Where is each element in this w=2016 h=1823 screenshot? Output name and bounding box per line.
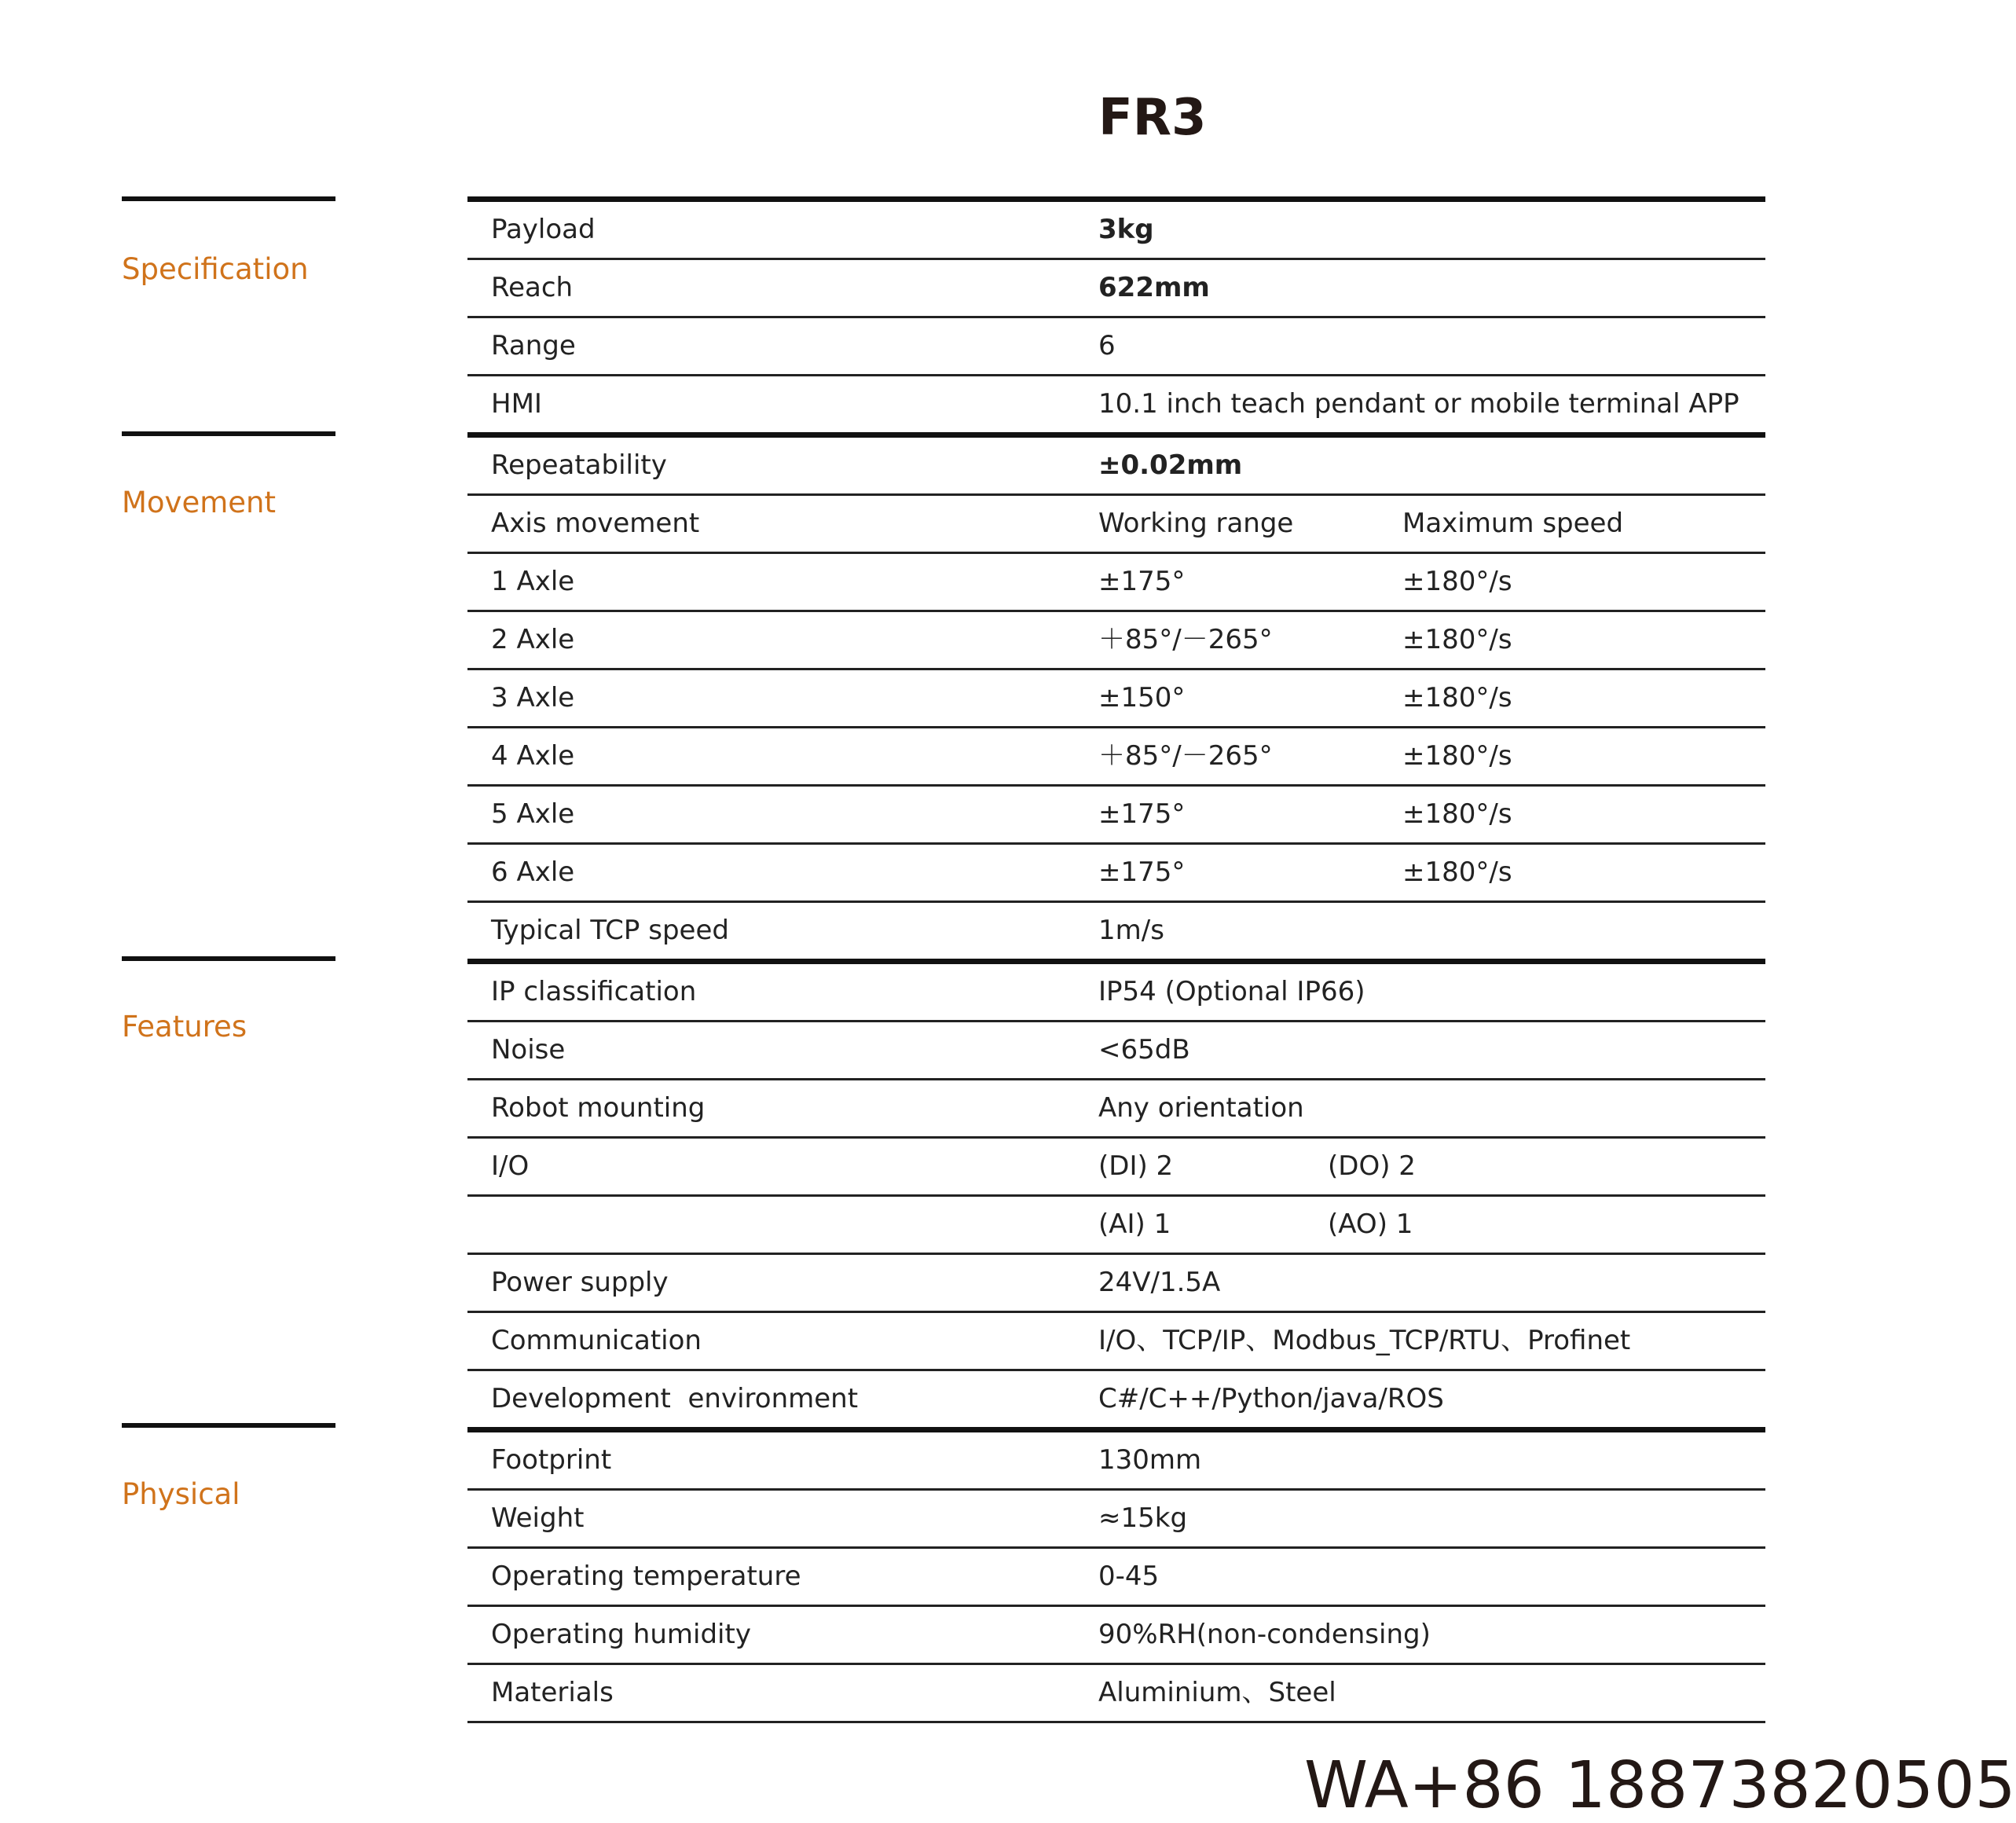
table-row-operating-temperature — [467, 1549, 1765, 1607]
section-label-features: Features — [122, 1010, 247, 1044]
row-value: <65dB — [1098, 1034, 1190, 1066]
row-label: Payload — [491, 214, 596, 245]
spec-table — [467, 196, 1765, 1723]
table-row-io — [467, 1139, 1765, 1197]
row-label: 2 Axle — [491, 624, 575, 655]
row-label: HMI — [491, 388, 542, 420]
table-row-footprint — [467, 1432, 1765, 1491]
row-label: Footprint — [491, 1444, 612, 1476]
row-value: 10.1 inch teach pendant or mobile terminal APP — [1098, 388, 1739, 420]
row-label: Weight — [491, 1502, 585, 1534]
io-digital-output: (DO) 2 — [1328, 1150, 1416, 1182]
row-label: 6 Axle — [491, 856, 575, 888]
row-value: IP54 (Optional IP66) — [1098, 976, 1365, 1007]
table-row-tcp-speed — [467, 903, 1765, 959]
maximum-speed-value: ±180°/s — [1402, 798, 1512, 830]
section-rule-movement — [122, 431, 335, 436]
row-value: 130mm — [1098, 1444, 1202, 1476]
row-label: Range — [491, 330, 576, 361]
table-section-divider — [467, 432, 1765, 438]
row-label: 5 Axle — [491, 798, 575, 830]
maximum-speed-value: ±180°/s — [1402, 566, 1512, 597]
section-rule-physical — [122, 1423, 335, 1428]
section-rule-features — [122, 956, 335, 961]
row-value: 1m/s — [1098, 915, 1164, 946]
table-row-weight — [467, 1491, 1765, 1549]
maximum-speed-value: ±180°/s — [1402, 624, 1512, 655]
row-label: 1 Axle — [491, 566, 575, 597]
row-label: Operating temperature — [491, 1561, 801, 1592]
table-row-range — [467, 318, 1765, 376]
working-range-value: ±175° — [1098, 566, 1186, 597]
row-label: Reach — [491, 272, 574, 303]
table-row-io-analog — [467, 1197, 1765, 1255]
maximum-speed-value: ±180°/s — [1402, 856, 1512, 888]
table-row-axle-3 — [467, 670, 1765, 728]
table-row-axis-header — [467, 496, 1765, 554]
table-row-robot-mounting — [467, 1080, 1765, 1139]
row-value: 622mm — [1098, 272, 1210, 303]
working-range-value: ±150° — [1098, 682, 1186, 713]
row-label: Typical TCP speed — [491, 915, 729, 946]
row-value: Any orientation — [1098, 1092, 1304, 1124]
table-row-axle-2 — [467, 612, 1765, 670]
section-rule-specification — [122, 196, 335, 201]
working-range-value: ±175° — [1098, 856, 1186, 888]
column-header-working-range: Working range — [1098, 508, 1294, 539]
row-value: I/O、TCP/IP、Modbus_TCP/RTU、Profinet — [1098, 1325, 1631, 1356]
table-row-operating-humidity — [467, 1607, 1765, 1665]
row-label: IP classification — [491, 976, 697, 1007]
row-label: Noise — [491, 1034, 566, 1066]
row-label: 3 Axle — [491, 682, 575, 713]
row-value: 6 — [1098, 330, 1116, 361]
section-label-movement: Movement — [122, 486, 276, 519]
table-row-axle-6 — [467, 845, 1765, 903]
table-section-divider — [467, 1427, 1765, 1432]
table-row-communication — [467, 1313, 1765, 1371]
table-row-power-supply — [467, 1255, 1765, 1313]
row-label: I/O — [491, 1150, 530, 1182]
table-row-payload — [467, 202, 1765, 260]
table-row-noise — [467, 1022, 1765, 1080]
row-value: 0-45 — [1098, 1561, 1160, 1592]
working-range-value: ±175° — [1098, 798, 1186, 830]
maximum-speed-value: ±180°/s — [1402, 740, 1512, 772]
model-title: FR3 — [1098, 89, 1207, 147]
table-row-axle-4 — [467, 728, 1765, 787]
maximum-speed-value: ±180°/s — [1402, 682, 1512, 713]
row-value: ±0.02mm — [1098, 449, 1243, 481]
working-range-value: ＋85°/－265° — [1098, 740, 1273, 772]
table-row-axle-1 — [467, 554, 1765, 612]
row-value: C#/C++/Python/java/ROS — [1098, 1383, 1444, 1414]
row-label: 4 Axle — [491, 740, 575, 772]
table-row-axle-5 — [467, 787, 1765, 845]
table-row-materials — [467, 1665, 1765, 1723]
row-value: 24V/1.5A — [1098, 1267, 1221, 1298]
table-row-development-environment — [467, 1371, 1765, 1427]
io-analog-output: (AO) 1 — [1328, 1209, 1413, 1240]
row-value: 90%RH(non-condensing) — [1098, 1619, 1431, 1650]
row-value: ≈15kg — [1098, 1502, 1188, 1534]
io-analog-input: (AI) 1 — [1098, 1209, 1171, 1240]
row-label: Repeatability — [491, 449, 667, 481]
io-digital-input: (DI) 2 — [1098, 1150, 1174, 1182]
row-value: Aluminium、Steel — [1098, 1677, 1336, 1708]
table-row-ip-classification — [467, 964, 1765, 1022]
table-section-divider — [467, 196, 1765, 202]
table-section-divider — [467, 959, 1765, 964]
row-label: Robot mounting — [491, 1092, 706, 1124]
table-row-reach — [467, 260, 1765, 318]
row-label: Operating humidity — [491, 1619, 751, 1650]
row-label: Power supply — [491, 1267, 669, 1298]
row-label: Materials — [491, 1677, 614, 1708]
row-label: Development environment — [491, 1383, 859, 1414]
row-label: Communication — [491, 1325, 702, 1356]
table-row-hmi — [467, 376, 1765, 432]
working-range-value: ＋85°/－265° — [1098, 624, 1273, 655]
row-label: Axis movement — [491, 508, 700, 539]
row-value: 3kg — [1098, 214, 1154, 245]
table-row-repeatability — [467, 438, 1765, 496]
section-label-specification: Specification — [122, 252, 309, 286]
contact-watermark: WA+86 18873820505 — [1304, 1748, 2016, 1823]
section-label-physical: Physical — [122, 1477, 240, 1511]
column-header-maximum-speed: Maximum speed — [1402, 508, 1624, 539]
